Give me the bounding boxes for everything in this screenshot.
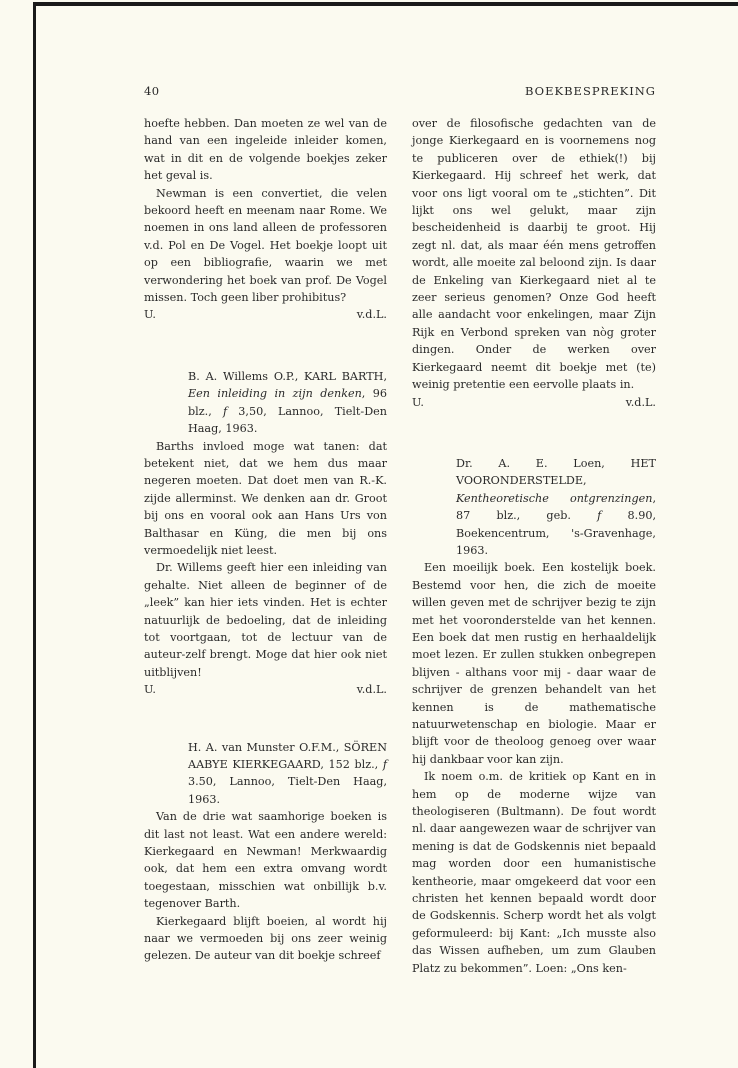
paragraph: Ik noem o.m. de kritiek op Kant en in hem op de moderne wijze van theologiseren (Bultmann). De fout wordt nl. daar aangewezen waar de schrijver van mening is dat de Godskennis niet bepaald mag worden door een humanistische kentheorie, maar omgekeerd dat voor een christen het kennen bepaald wordt door de Godskennis. Scherp wordt het als volgt geformuleerd: bij Kant: „Ich musste also das Wissen aufheben, um zum Glauben Platz zu bekommen”. Loen: „Ons ken- [412, 770, 656, 975]
page-header [144, 84, 656, 98]
signature-author: v.d.L. [356, 683, 387, 697]
left-column [144, 115, 387, 965]
paragraph: hoefte hebben. Dan moeten ze wel van de hand van een ingeleide inleider komen, wat in dit en de volgende boekjes zeker het geval is. [144, 117, 387, 183]
paragraph: Een moeilijk boek. Een kostelijk boek. Bestemd voor hen, die zich de moeite willen geven met de schrijver bezig te zijn met het vooronderstelde van het kennen. Een boek dat men rustig en herhaaldelijk moet lezen. Er zullen stukken onbegrepen blijven - althans voor mij - daar waar de schrijver de grenzen behandelt van het kennen is de mathematische natuurwetenschap en biologie. Maar er blijft voor de theoloog genoeg over waar hij dankbaar voor kan zijn. [412, 561, 656, 766]
scan-border-left [33, 2, 36, 1068]
running-head: BOEKBESPREKING [525, 84, 656, 98]
signature-initial: U. [412, 395, 424, 409]
paragraph: Van de drie wat saamhorige boeken is dit last not least. Wat een andere wereld: Kierkegaard en Newman! Merkwaardig ook, dat hem een extra omvang wordt toegestaan, misschien wat onbillijk b.v. tegenover Barth. [144, 810, 387, 911]
right-column [412, 115, 656, 977]
paragraph: Barths invloed moge wat tanen: dat betekent niet, dat we hem dus maar negeren moeten. Dat doet men van R.-K. zijde allerminst. We denken aan dr. Groot bij ons en vooral ook aan Hans Urs von Balthasar en Küng, die men bij ons vermoedelijk niet leest. [144, 439, 387, 557]
signature-author: v.d.L. [356, 308, 387, 322]
book-entry-loen: Dr. A. E. Loen, HET VOORONDERSTELDE, Kentheoretische ontgrenzingen, 87 blz., geb. f 8.90, Boekencentrum, 's-Gravenhage, 1963. [456, 456, 656, 557]
signature-author: v.d.L. [625, 395, 656, 409]
page-number: 40 [144, 84, 160, 98]
book-entry-barth: B. A. Willems O.P., KARL BARTH, Een inleiding in zijn denken, 96 blz., f 3,50, Lannoo, Tielt-Den Haag, 1963. [188, 369, 388, 436]
paragraph: Newman is een convertiet, die velen bekoord heeft en meenam naar Rome. We noemen in ons land alleen de professoren v.d. Pol en De Vogel. Het boekje loopt uit op een bibliografie, waarin we met verwondering het boek van prof. De Vogel missen. Toch geen liber prohibitus? [144, 186, 387, 305]
scan-border-top [33, 2, 738, 6]
review-signature [412, 394, 656, 411]
signature-initial: U. [144, 308, 156, 322]
book-entry-kierkegaard: H. A. van Munster O.F.M., SÖREN AABYE KIERKEGAARD, 152 blz., f 3.50, Lannoo, Tielt-Den Haag, 1963. [188, 740, 387, 806]
paragraph: Dr. Willems geeft hier een inleiding van gehalte. Niet alleen de beginner of de „leek” kan hier iets vinden. Het is echter natuurlijk de bedoeling, dat de inleiding tot voortgaan, tot de lectuur van de auteur-zelf brengt. Moge dat hier ook niet uitblijven! [144, 561, 387, 679]
signature-initial: U. [144, 683, 156, 697]
review-signature [144, 306, 387, 323]
review-signature [144, 681, 387, 698]
paragraph: Kierkegaard blijft boeien, al wordt hij naar we vermoeden bij ons zeer weinig gelezen. De auteur van dit boekje schreef [144, 914, 387, 963]
paragraph: over de filosofische gedachten van de jonge Kierkegaard en is voornemens nog te publiceren over de ethiek(!) bij Kierkegaard. Hij schreef het werk, dat voor ons ligt vooral om te „stichten”. Dit lijkt ons wel gelukt, maar zijn bescheidenheid is daarbij te groot. Hij zegt nl. dat, als maar één mens getroffen wordt, alle moeite zal beloond zijn. Is daar de Enkeling van Kierkegaard niet al te zeer serieus genomen? Onze God heeft alle aandacht voor enkelingen, maar Zijn Rijk en Verbond spreken van nòg groter dingen. Onder de werken over Kierkegaard neemt dit boekje met (te) weinig pretentie een eervolle plaats in. [412, 117, 656, 392]
